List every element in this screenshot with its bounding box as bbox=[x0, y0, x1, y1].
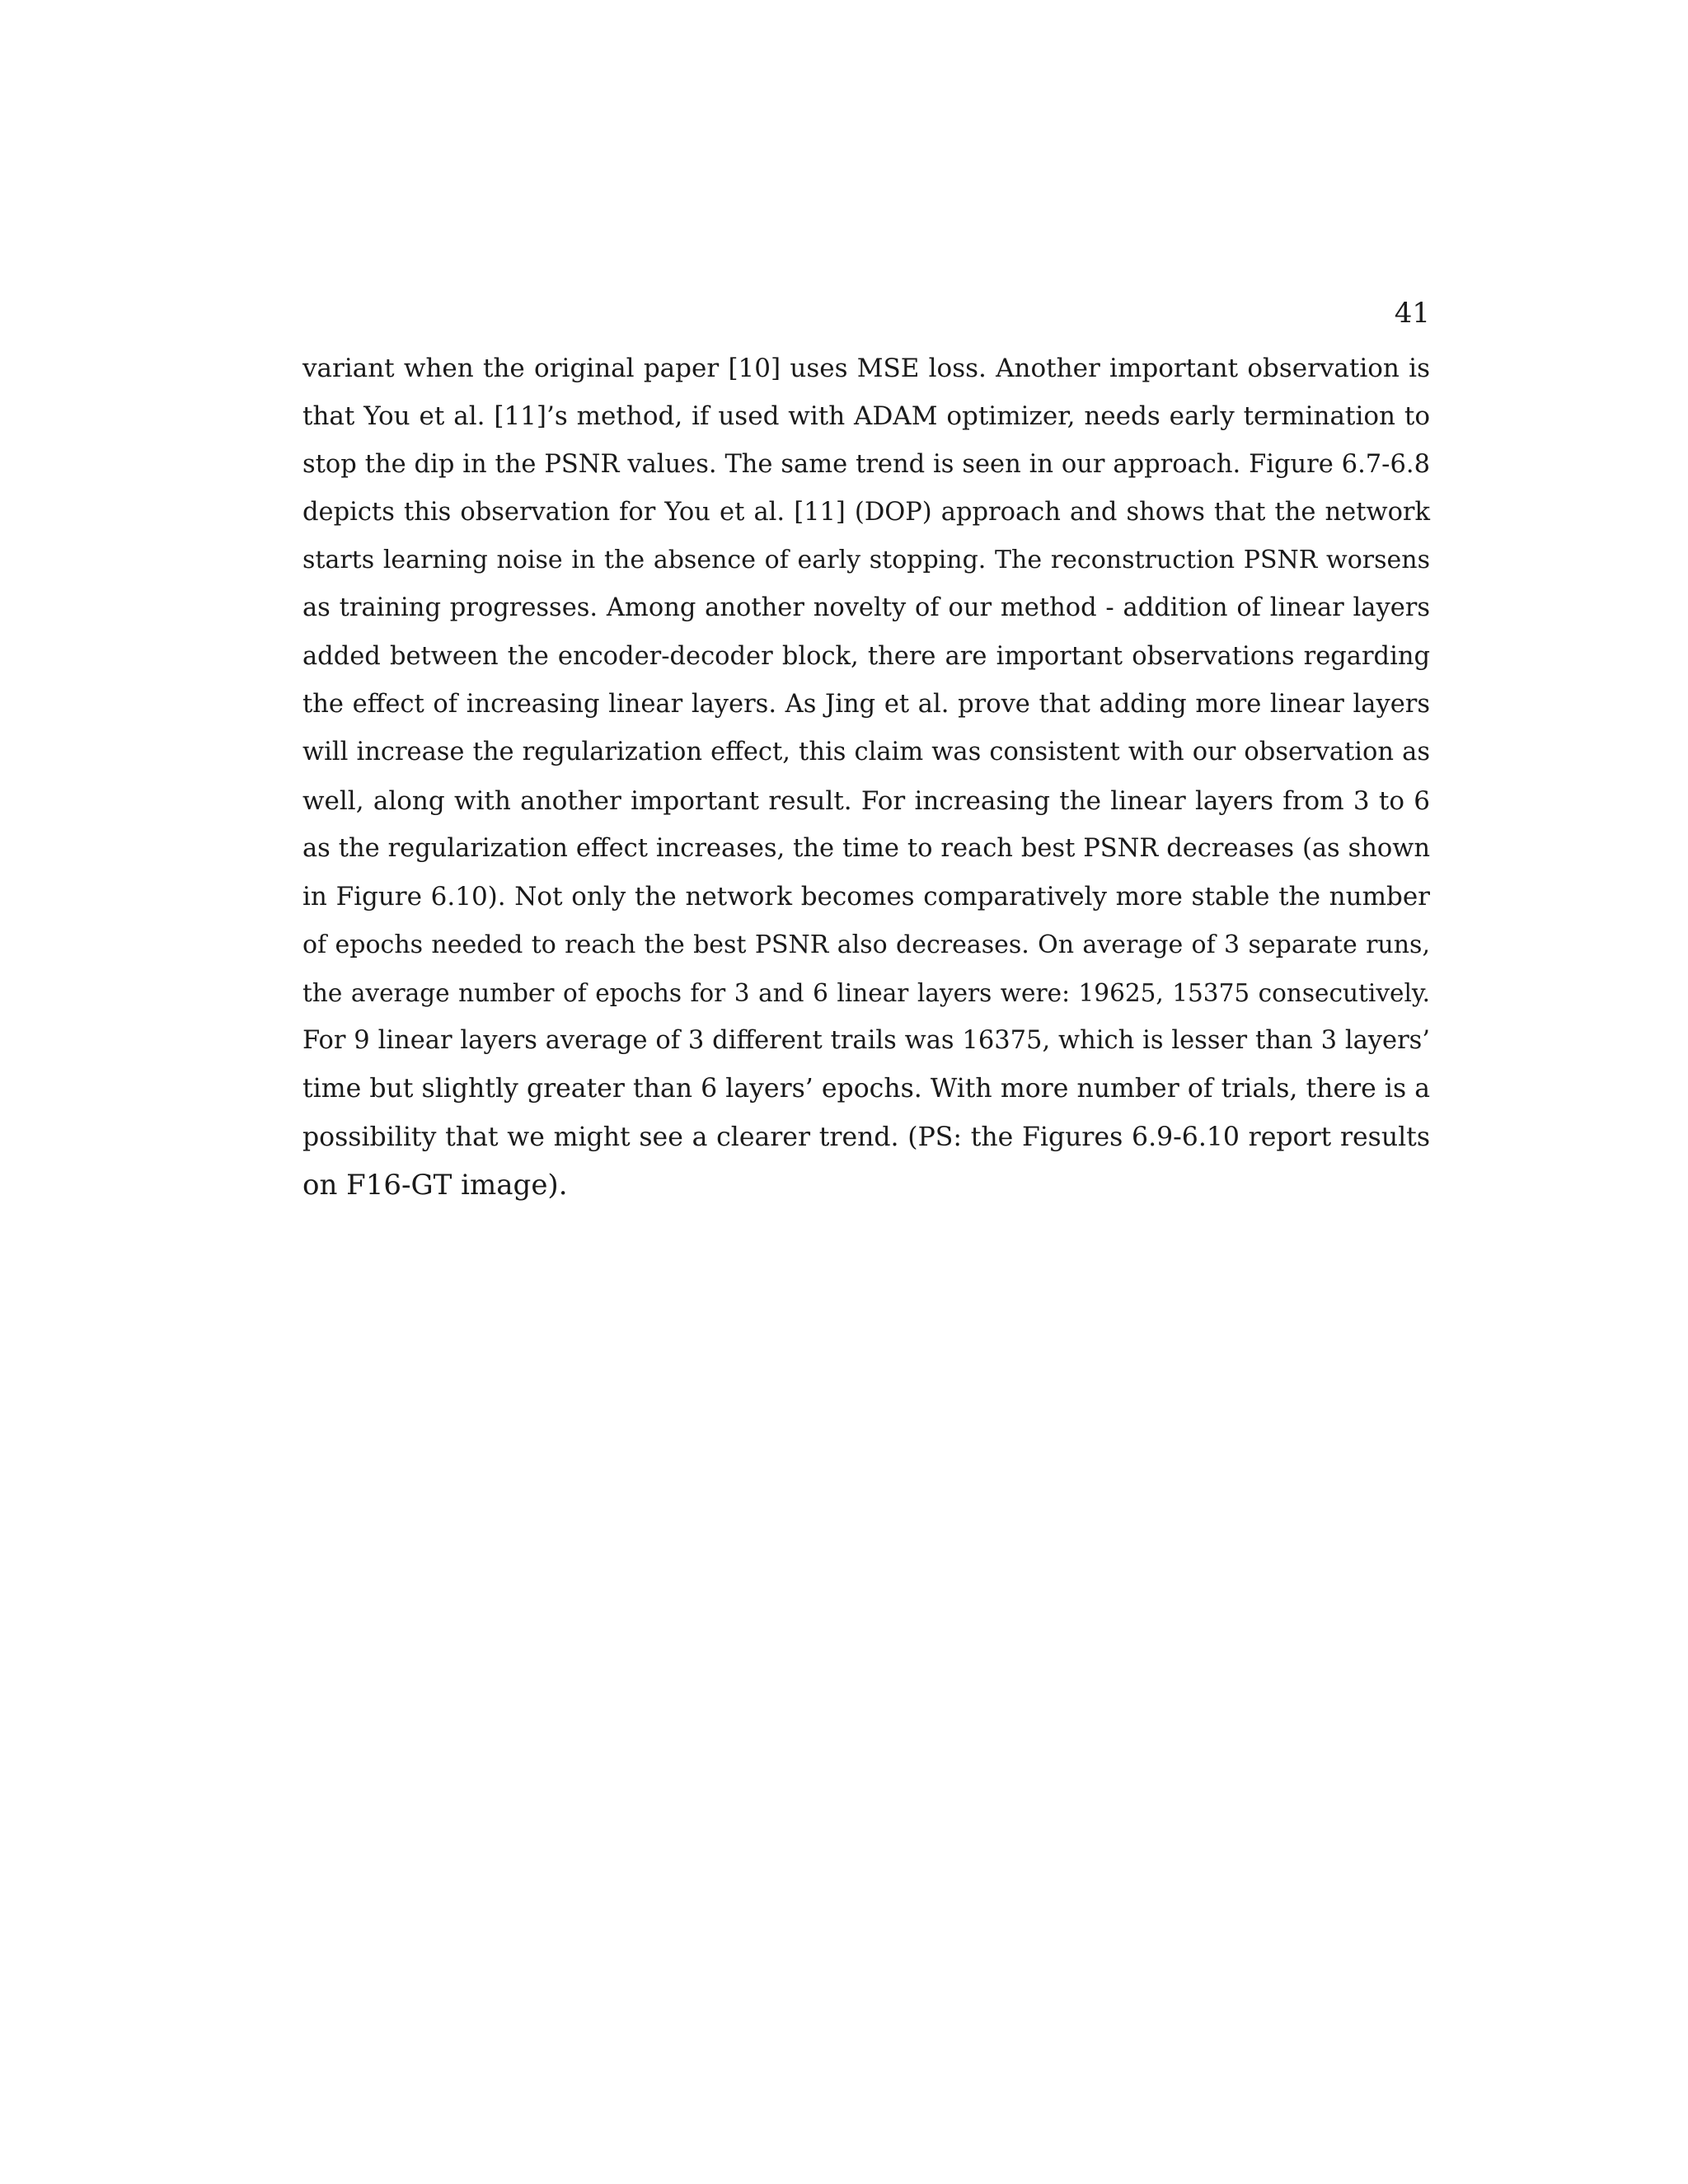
text-line: well, along with another important result. For increasing the linear layers from 3 to 6 bbox=[302, 785, 1430, 816]
text-line: depicts this observation for You et al. [11] (DOP) approach and shows that the network bbox=[302, 497, 1430, 527]
text-line: time but slightly greater than 6 layers’ epochs. With more number of trials, there is a bbox=[302, 1074, 1430, 1104]
text-line: as the regularization effect increases, the time to reach best PSNR decreases (as shown bbox=[302, 833, 1430, 863]
text-line: For 9 linear layers average of 3 different trails was 16375, which is lesser than 3 layers’ bbox=[302, 1026, 1430, 1056]
text-line: as training progresses. Among another novelty of our method - addition of linear layers bbox=[302, 593, 1430, 623]
text-line: possibility that we might see a clearer trend. (PS: the Figures 6.9-6.10 report results bbox=[302, 1122, 1430, 1152]
text-line: that You et al. [11]’s method, if used with ADAM optimizer, needs early termination to bbox=[302, 401, 1430, 432]
text-line: variant when the original paper [10] uses MSE loss. Another important observation is bbox=[302, 354, 1430, 383]
text-line: of epochs needed to reach the best PSNR also decreases. On average of 3 separate runs, bbox=[302, 930, 1430, 959]
text-line: stop the dip in the PSNR values. The same trend is seen in our approach. Figure 6.7-6.8 bbox=[302, 449, 1430, 479]
page-number: 41 bbox=[1394, 297, 1430, 330]
text-line: on F16-GT image). bbox=[302, 1169, 568, 1202]
text-line: the effect of increasing linear layers. As Jing et al. prove that adding more linear layers bbox=[302, 690, 1430, 719]
text-line: added between the encoder-decoder block, there are important observations regarding bbox=[302, 641, 1430, 671]
text-line: will increase the regularization effect, this claim was consistent with our observation as bbox=[302, 738, 1430, 767]
text-line: in Figure 6.10). Not only the network becomes comparatively more stable the number bbox=[302, 882, 1430, 912]
text-line: starts learning noise in the absence of early stopping. The reconstruction PSNR worsens bbox=[302, 546, 1430, 575]
text-line: the average number of epochs for 3 and 6 linear layers were: 19625, 15375 consecutively. bbox=[302, 978, 1430, 1007]
body-paragraph bbox=[302, 344, 1430, 1209]
